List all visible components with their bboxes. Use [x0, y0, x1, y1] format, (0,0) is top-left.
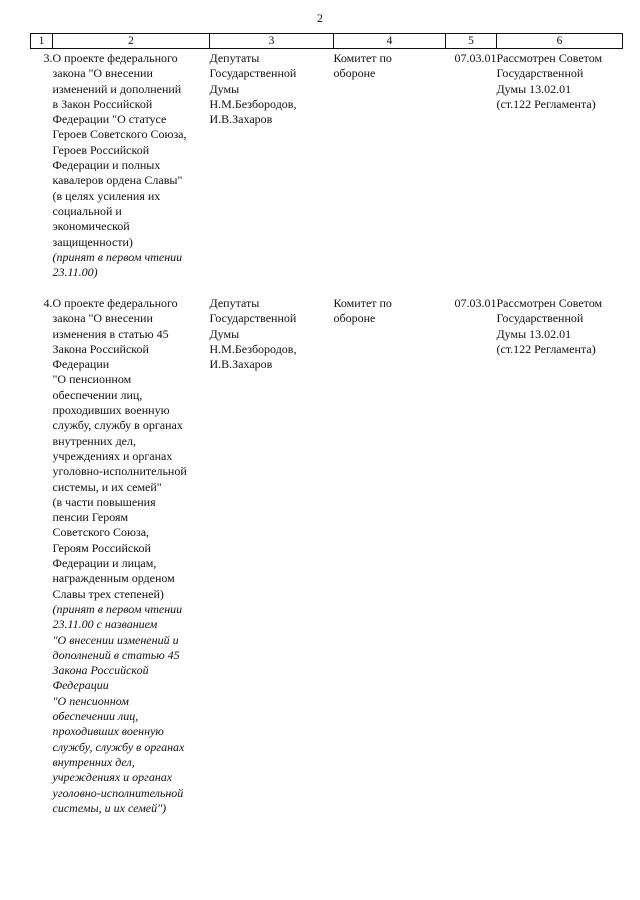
bill-title-line: Советского Союза, [52, 525, 150, 540]
bill-title-line: обеспечении лиц, [52, 387, 143, 402]
result-line: Рассмотрен Советом [496, 51, 603, 65]
bill-title-line: Героев Российской [52, 142, 150, 157]
bill-note-line: Закона Российской [52, 663, 149, 678]
column-number-2: 2 [53, 34, 210, 49]
bill-note-line: уголовно-исполнительной [52, 785, 184, 800]
page-number: 2 [317, 11, 323, 25]
bill-note-line: (принят в первом чтении [52, 601, 183, 616]
bill-authors [210, 296, 334, 816]
responsible-committee [334, 49, 446, 297]
bill-title-line: в Закон Российской [52, 96, 153, 111]
result-line: Рассмотрен Советом [496, 296, 603, 310]
bill-note-line: 23.11.00 с названием [52, 617, 158, 632]
bill-note-line: учреждениях и органах [52, 770, 173, 785]
bill-note-line: проходивших военную [52, 724, 164, 739]
committee-line: Комитет по [333, 296, 392, 310]
bill-title-line: Федерации и лицам, [52, 556, 157, 571]
result-line: Думы 13.02.01 [496, 81, 572, 96]
bill-note-line: внутренних дел, [52, 754, 135, 769]
bill-note-line: "О внесении изменений и [52, 632, 179, 647]
authors-line: Думы [209, 81, 240, 96]
authors-line: Н.М.Безбородов, [209, 96, 297, 111]
column-number-row [31, 34, 623, 49]
bill-title-line: проходивших военную [52, 403, 170, 418]
bill-title-line: службу, службу в органах [52, 418, 183, 433]
row-number: 4. [43, 296, 53, 310]
column-number-6: 6 [497, 34, 623, 49]
bill-title-line: Федерации "О статусе [52, 112, 167, 127]
bill-authors [210, 49, 334, 297]
bill-note-line: "О пенсионном [52, 693, 129, 708]
authors-line: Депутаты [209, 51, 260, 65]
bill-title-line: внутренних дел, [52, 433, 136, 448]
bill-title-line: закона "О внесении [52, 66, 153, 81]
bill-title-line: экономической [52, 219, 130, 234]
bill-title-line: учреждениях и органах [52, 448, 173, 463]
bill-title-line: О проекте федерального [52, 51, 178, 65]
bill-note-line: обеспечении лиц, [52, 709, 139, 724]
result-line: Думы 13.02.01 [496, 326, 572, 341]
bill-title-line: "О пенсионном [52, 372, 132, 387]
bill-note-line: 23.11.00) [52, 265, 98, 280]
bill-title [53, 296, 210, 816]
result-line: (ст.122 Регламента) [496, 96, 596, 111]
result-line: Государственной [496, 66, 584, 81]
bill-note-line: системы, и их семей") [52, 800, 167, 815]
row-number: 3. [43, 51, 53, 65]
review-result [497, 49, 623, 297]
bill-title-line: социальной и [52, 203, 122, 218]
bill-title-line: Федерации и полных [52, 158, 161, 173]
committee-line: Комитет по [333, 51, 392, 65]
authors-line: И.В.Захаров [209, 357, 273, 372]
authors-line: Депутаты [209, 296, 260, 310]
bill-title-line: системы, и их семей" [52, 479, 162, 494]
responsible-committee [334, 296, 446, 816]
review-date: 07.03.01 [454, 296, 497, 310]
authors-line: Государственной [209, 66, 297, 81]
bill-title-line: Героев Советского Союза, [52, 127, 187, 142]
table-row [31, 296, 623, 816]
bill-title-line: (в целях усиления их [52, 188, 161, 203]
bill-title-line: Закона Российской [52, 341, 149, 356]
bill-note-line: дополнений в статью 45 [52, 647, 180, 662]
bill-title-line: пенсии Героям [52, 510, 129, 525]
bill-title-line: награжденным орденом [52, 571, 175, 586]
bill-title-line: (в части повышения [52, 494, 156, 509]
bill-title-line: уголовно-исполнительной [52, 464, 187, 479]
bill-title-line: изменения в статью 45 [52, 326, 169, 341]
authors-line: Думы [209, 326, 240, 341]
authors-line: И.В.Захаров [209, 112, 273, 127]
column-number-4: 4 [334, 34, 446, 49]
bill-title-line: Федерации [52, 357, 110, 372]
bills-table [30, 33, 623, 816]
bill-title-line: изменений и дополнений [52, 81, 182, 96]
review-result [497, 296, 623, 816]
bill-note-line: службу, службу в органах [52, 739, 185, 754]
committee-line: обороне [333, 311, 376, 326]
result-line: Государственной [496, 311, 584, 326]
column-number-5: 5 [446, 34, 497, 49]
bill-title-line: Героям Российской [52, 540, 151, 555]
bill-title-line: О проекте федерального [52, 296, 178, 310]
bill-note-line: Федерации [52, 678, 109, 693]
review-date: 07.03.01 [454, 51, 497, 65]
table-row [31, 49, 623, 297]
bill-title-line: защищенности) [52, 234, 133, 249]
bill-title-line: закона "О внесении [52, 311, 153, 326]
authors-line: Н.М.Безбородов, [209, 341, 297, 356]
result-line: (ст.122 Регламента) [496, 341, 596, 356]
column-number-1: 1 [31, 34, 53, 49]
bill-title-line: Славы трех степеней) [52, 586, 164, 601]
bill-title-line: кавалеров ордена Славы" [52, 173, 183, 188]
committee-line: обороне [333, 66, 376, 81]
bill-note-line: (принят в первом чтении [52, 249, 183, 264]
authors-line: Государственной [209, 311, 297, 326]
bill-title [53, 49, 210, 297]
column-number-3: 3 [210, 34, 334, 49]
